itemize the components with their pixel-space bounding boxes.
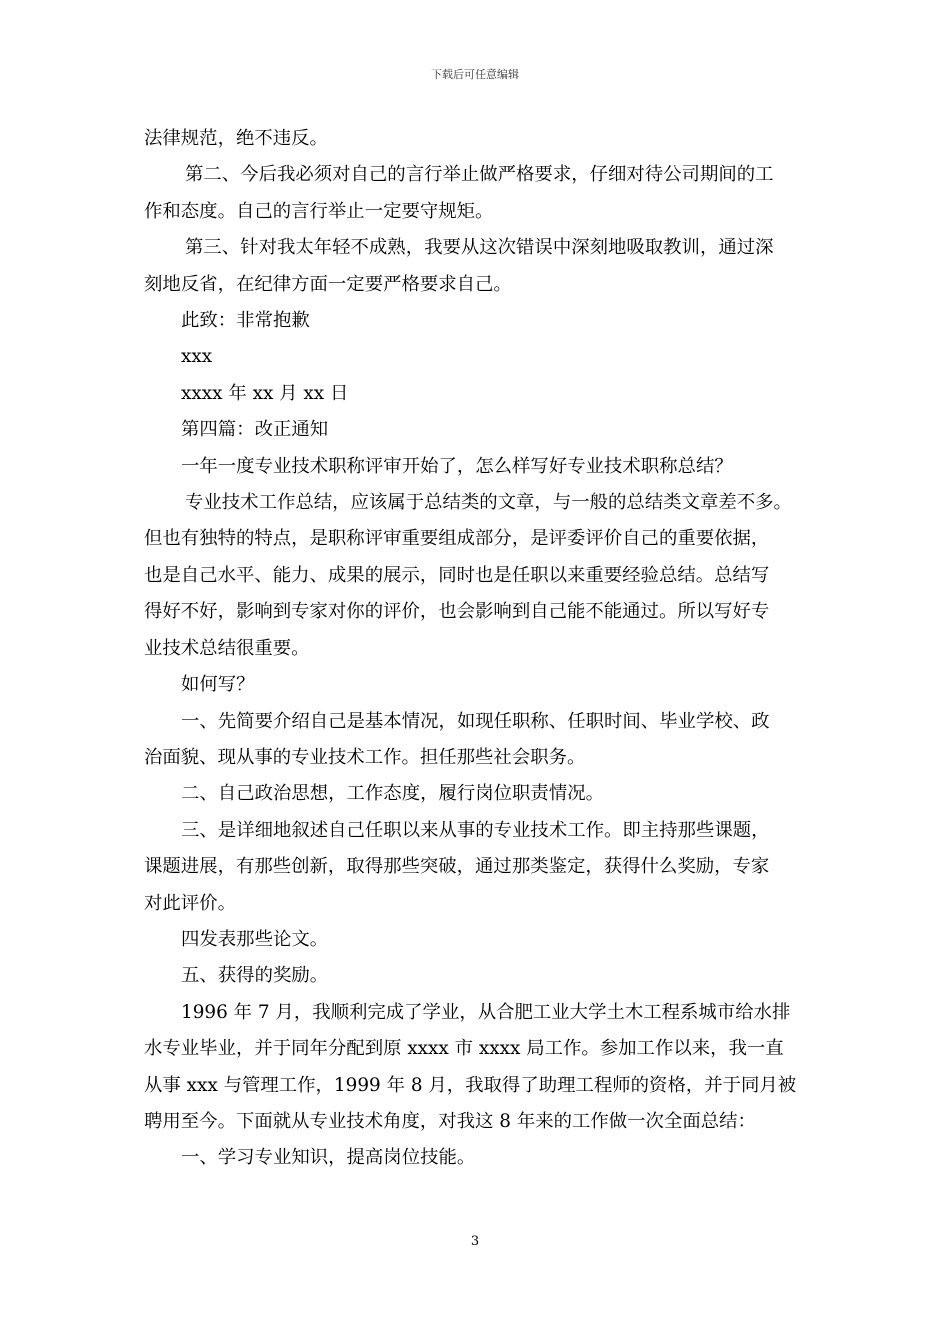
text-line: 此致：非常抱歉 — [181, 310, 310, 332]
text-line: 一、先简要介绍自己是基本情况，如现任职称、任职时间、毕业学校、政 — [181, 710, 770, 732]
text-line: 得好不好，影响到专家对你的评价，也会影响到自己能不能通过。所以写好专 — [144, 601, 770, 623]
text-line: 二、自己政治思想，工作态度，履行岗位职责情况。 — [181, 783, 604, 805]
text-line: 四发表那些论文。 — [181, 928, 329, 950]
text-line: 一年一度专业技术职称评审开始了，怎么样写好专业技术职称总结？ — [181, 455, 733, 477]
text-line: 课题进展，有那些创新，取得那些突破，通过那类鉴定，获得什么奖励，专家 — [144, 856, 770, 878]
text-line: 专业技术工作总结，应该属于总结类的文章，与一般的总结类文章差不多。 — [185, 492, 792, 514]
text-line: xxx — [181, 346, 213, 368]
page-number: 3 — [470, 1234, 480, 1249]
text-line: 一、学习专业知识，提高岗位技能。 — [181, 1147, 476, 1169]
text-line: 治面貌、现从事的专业技术工作。担任那些社会职务。 — [144, 746, 586, 768]
text-line: 第二、今后我必须对自己的言行举止做严格要求，仔细对待公司期间的工 — [185, 164, 774, 186]
text-line: 作和态度。自己的言行举止一定要守规矩。 — [144, 200, 494, 222]
text-line: 第三、针对我太年轻不成熟，我要从这次错误中深刻地吸取教训，通过深 — [185, 237, 774, 259]
text-line: 第四篇：改正通知 — [181, 419, 329, 441]
text-line: 三、是详细地叙述自己任职以来从事的专业技术工作。即主持那些课题， — [181, 819, 770, 841]
text-line: 但也有独特的特点，是职称评审重要组成部分，是评委评价自己的重要依据， — [144, 528, 770, 550]
text-line: 五、获得的奖励。 — [181, 965, 329, 987]
text-line: xxxx 年 xx 月 xx 日 — [181, 382, 349, 404]
text-line: 如何写？ — [181, 674, 255, 696]
text-line: 1996 年 7 月，我顺利完成了学业，从合肥工业大学土木工程系城市给水排 — [181, 1001, 791, 1023]
text-line: 聘用至今。下面就从专业技术角度，对我这 8 年来的工作做一次全面总结： — [144, 1110, 756, 1132]
text-line: 刻地反省，在纪律方面一定要严格要求自己。 — [144, 273, 512, 295]
text-line: 法律规范，绝不违反。 — [144, 128, 328, 149]
text-line: 也是自己水平、能力、成果的展示，同时也是任职以来重要经验总结。总结写 — [144, 564, 770, 586]
page-header: 下载后可任意编辑 — [431, 68, 519, 81]
document-body — [144, 121, 824, 1177]
text-line: 从事 xxx 与管理工作，1999 年 8 月，我取得了助理工程师的资格，并于同月被 — [144, 1074, 797, 1096]
text-line: 水专业毕业，并于同年分配到原 xxxx 市 xxxx 局工作。参加工作以来，我一直 — [144, 1038, 784, 1060]
text-line: 业技术总结很重要。 — [144, 637, 310, 659]
text-line: 对此评价。 — [144, 892, 236, 914]
